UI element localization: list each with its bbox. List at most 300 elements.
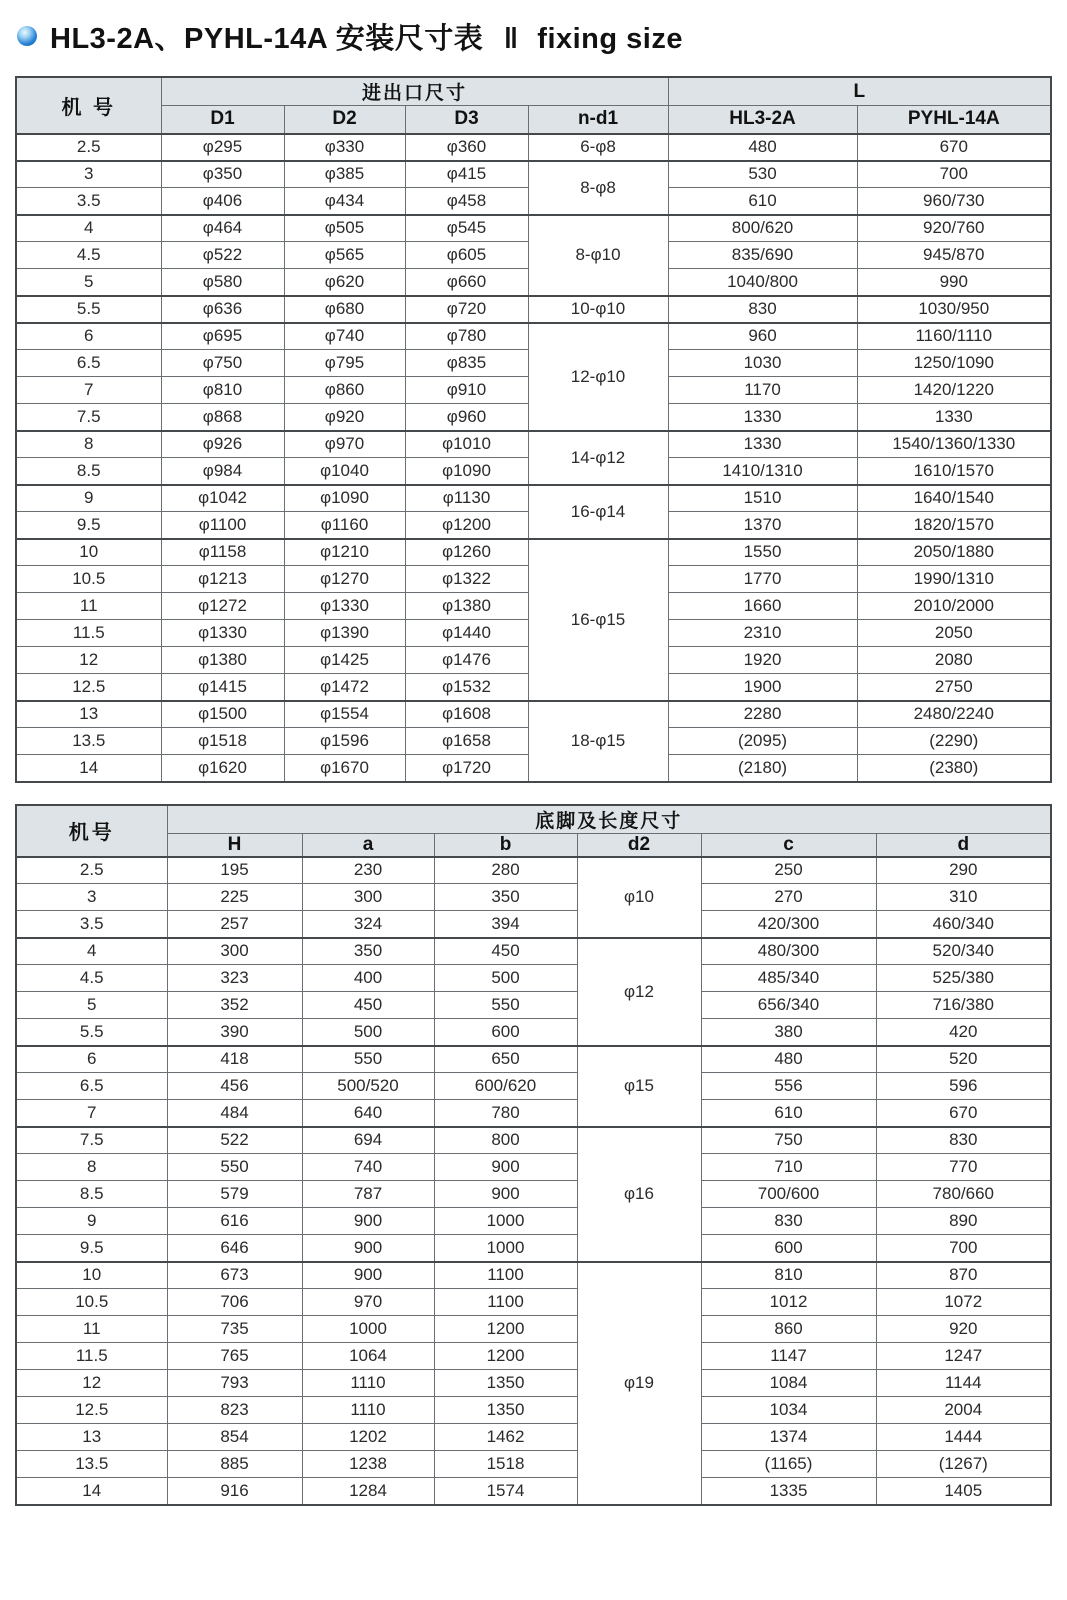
value-cell: φ295 [161, 134, 284, 161]
machine-no-cell: 4.5 [16, 242, 161, 269]
machine-no-cell: 9.5 [16, 512, 161, 539]
value-cell: φ406 [161, 188, 284, 215]
value-cell: 1420/1220 [857, 377, 1051, 404]
value-cell: 485/340 [701, 965, 876, 992]
value-cell: 1462 [434, 1424, 577, 1451]
machine-no-cell: 3 [16, 884, 167, 911]
value-cell: φ1596 [284, 728, 405, 755]
value-cell: 830 [701, 1208, 876, 1235]
value-cell: φ1415 [161, 674, 284, 701]
value-cell: 1147 [701, 1343, 876, 1370]
value-cell: 765 [167, 1343, 302, 1370]
machine-no-cell: 12.5 [16, 1397, 167, 1424]
value-cell: 1660 [668, 593, 857, 620]
value-cell: 1200 [434, 1316, 577, 1343]
value-cell: 735 [167, 1316, 302, 1343]
value-cell: φ720 [405, 296, 528, 323]
value-cell: 400 [302, 965, 434, 992]
value-cell: 960 [668, 323, 857, 350]
value-cell: φ1322 [405, 566, 528, 593]
value-cell: 800/620 [668, 215, 857, 242]
value-cell: φ695 [161, 323, 284, 350]
value-cell: φ1158 [161, 539, 284, 566]
machine-no-cell: 14 [16, 755, 161, 782]
machine-no-cell: 11.5 [16, 1343, 167, 1370]
value-cell: 1030/950 [857, 296, 1051, 323]
value-cell: 530 [668, 161, 857, 188]
value-cell: 2050 [857, 620, 1051, 647]
value-cell: (2290) [857, 728, 1051, 755]
value-cell: 1072 [876, 1289, 1051, 1316]
value-cell: φ580 [161, 269, 284, 296]
value-cell: 2750 [857, 674, 1051, 701]
value-cell: φ1040 [284, 458, 405, 485]
value-cell: 916 [167, 1478, 302, 1505]
value-cell: 1444 [876, 1424, 1051, 1451]
value-cell: φ385 [284, 161, 405, 188]
machine-no-cell: 10 [16, 539, 161, 566]
value-cell: φ1130 [405, 485, 528, 512]
value-cell: 670 [857, 134, 1051, 161]
machine-no-cell: 9.5 [16, 1235, 167, 1262]
value-cell: 830 [668, 296, 857, 323]
value-cell: 646 [167, 1235, 302, 1262]
value-cell: 1034 [701, 1397, 876, 1424]
value-cell: 1084 [701, 1370, 876, 1397]
value-cell: 900 [434, 1154, 577, 1181]
value-cell: 1000 [302, 1316, 434, 1343]
value-cell: 650 [434, 1046, 577, 1073]
value-cell: 787 [302, 1181, 434, 1208]
value-cell: 694 [302, 1127, 434, 1154]
machine-no-cell: 12.5 [16, 674, 161, 701]
merged-diameter-cell: 12-φ10 [528, 323, 668, 431]
value-cell: (1267) [876, 1451, 1051, 1478]
value-cell: 1030 [668, 350, 857, 377]
value-cell: 1200 [434, 1343, 577, 1370]
value-cell: 1330 [668, 431, 857, 458]
value-cell: 890 [876, 1208, 1051, 1235]
value-cell: 1012 [701, 1289, 876, 1316]
value-cell: 195 [167, 857, 302, 884]
value-cell: 500 [434, 965, 577, 992]
value-cell: 350 [434, 884, 577, 911]
value-cell: φ1210 [284, 539, 405, 566]
value-cell: 920 [876, 1316, 1051, 1343]
value-cell: 1540/1360/1330 [857, 431, 1051, 458]
value-cell: 700 [876, 1235, 1051, 1262]
page-title [50, 16, 683, 57]
value-cell: 1405 [876, 1478, 1051, 1505]
value-cell: 1247 [876, 1343, 1051, 1370]
value-cell: φ920 [284, 404, 405, 431]
value-cell: 300 [167, 938, 302, 965]
col-header-d2: d2 [577, 833, 701, 857]
value-cell: 556 [701, 1073, 876, 1100]
value-cell: φ860 [284, 377, 405, 404]
merged-diameter-cell: 16-φ15 [528, 539, 668, 701]
value-cell: 1410/1310 [668, 458, 857, 485]
value-cell: 1610/1570 [857, 458, 1051, 485]
value-cell: 480 [668, 134, 857, 161]
value-cell: 390 [167, 1019, 302, 1046]
value-cell: φ458 [405, 188, 528, 215]
col-header-a: a [302, 833, 434, 857]
col-group-inlet-outlet: 进出口尺寸 [161, 77, 668, 106]
machine-no-cell: 2.5 [16, 857, 167, 884]
value-cell: 1770 [668, 566, 857, 593]
value-cell: 920/760 [857, 215, 1051, 242]
machine-no-cell: 9 [16, 485, 161, 512]
value-cell: 1335 [701, 1478, 876, 1505]
value-cell: 1900 [668, 674, 857, 701]
col-header-n-d1: n-d1 [528, 106, 668, 134]
value-cell: 480/300 [701, 938, 876, 965]
value-cell: φ1260 [405, 539, 528, 566]
value-cell: 780/660 [876, 1181, 1051, 1208]
value-cell: φ970 [284, 431, 405, 458]
value-cell: 420 [876, 1019, 1051, 1046]
value-cell: 460/340 [876, 911, 1051, 938]
machine-no-cell: 12 [16, 1370, 167, 1397]
machine-no-cell: 11 [16, 1316, 167, 1343]
machine-no-cell: 4.5 [16, 965, 167, 992]
value-cell: φ330 [284, 134, 405, 161]
value-cell: 900 [302, 1235, 434, 1262]
value-cell: φ960 [405, 404, 528, 431]
value-cell: 1820/1570 [857, 512, 1051, 539]
value-cell: 673 [167, 1262, 302, 1289]
value-cell: 960/730 [857, 188, 1051, 215]
value-cell: 1250/1090 [857, 350, 1051, 377]
value-cell: 1518 [434, 1451, 577, 1478]
value-cell: 1374 [701, 1424, 876, 1451]
value-cell: 900 [302, 1262, 434, 1289]
value-cell: 1510 [668, 485, 857, 512]
value-cell: φ1330 [161, 620, 284, 647]
value-cell: (1165) [701, 1451, 876, 1478]
value-cell: 596 [876, 1073, 1051, 1100]
value-cell: 323 [167, 965, 302, 992]
machine-no-cell: 5.5 [16, 296, 161, 323]
value-cell: 860 [701, 1316, 876, 1343]
value-cell: φ565 [284, 242, 405, 269]
value-cell: 2480/2240 [857, 701, 1051, 728]
value-cell: 525/380 [876, 965, 1051, 992]
value-cell: 500/520 [302, 1073, 434, 1100]
value-cell: φ545 [405, 215, 528, 242]
value-cell: φ984 [161, 458, 284, 485]
value-cell: 1640/1540 [857, 485, 1051, 512]
value-cell: 750 [701, 1127, 876, 1154]
value-cell: 780 [434, 1100, 577, 1127]
value-cell: φ1720 [405, 755, 528, 782]
value-cell: 700/600 [701, 1181, 876, 1208]
value-cell: φ1010 [405, 431, 528, 458]
blue-bullet-icon [17, 26, 37, 46]
machine-no-cell: 5.5 [16, 1019, 167, 1046]
value-cell: φ1472 [284, 674, 405, 701]
machine-no-cell: 10 [16, 1262, 167, 1289]
value-cell: 885 [167, 1451, 302, 1478]
value-cell: φ1390 [284, 620, 405, 647]
value-cell: 550 [167, 1154, 302, 1181]
value-cell: φ636 [161, 296, 284, 323]
machine-no-cell: 6.5 [16, 1073, 167, 1100]
value-cell: φ1042 [161, 485, 284, 512]
value-cell: 2010/2000 [857, 593, 1051, 620]
value-cell: 550 [434, 992, 577, 1019]
title-divider: ‖ [503, 22, 519, 55]
value-cell: φ926 [161, 431, 284, 458]
value-cell: φ1200 [405, 512, 528, 539]
col-header-D3: D3 [405, 106, 528, 134]
value-cell: φ780 [405, 323, 528, 350]
value-cell: 616 [167, 1208, 302, 1235]
merged-diameter-cell: 6-φ8 [528, 134, 668, 161]
value-cell: 2004 [876, 1397, 1051, 1424]
machine-no-cell: 8 [16, 1154, 167, 1181]
col-header-c: c [701, 833, 876, 857]
machine-no-cell: 8.5 [16, 458, 161, 485]
value-cell: 550 [302, 1046, 434, 1073]
value-cell: φ1670 [284, 755, 405, 782]
merged-diameter-cell: φ15 [577, 1046, 701, 1127]
value-cell: 1990/1310 [857, 566, 1051, 593]
machine-no-cell: 4 [16, 938, 167, 965]
value-cell: 480 [701, 1046, 876, 1073]
value-cell: 394 [434, 911, 577, 938]
value-cell: 1000 [434, 1235, 577, 1262]
value-cell: 230 [302, 857, 434, 884]
machine-no-cell: 13 [16, 701, 161, 728]
value-cell: 610 [701, 1100, 876, 1127]
value-cell: 257 [167, 911, 302, 938]
value-cell: 1330 [857, 404, 1051, 431]
merged-diameter-cell: φ19 [577, 1262, 701, 1505]
value-cell: 1920 [668, 647, 857, 674]
machine-no-cell: 13 [16, 1424, 167, 1451]
merged-diameter-cell: 10-φ10 [528, 296, 668, 323]
value-cell: φ1476 [405, 647, 528, 674]
value-cell: φ1440 [405, 620, 528, 647]
machine-no-cell: 7 [16, 1100, 167, 1127]
value-cell: 225 [167, 884, 302, 911]
value-cell: 420/300 [701, 911, 876, 938]
machine-no-cell: 12 [16, 647, 161, 674]
value-cell: 710 [701, 1154, 876, 1181]
value-cell: 290 [876, 857, 1051, 884]
col-header-D2: D2 [284, 106, 405, 134]
value-cell: 520/340 [876, 938, 1051, 965]
value-cell: 600 [701, 1235, 876, 1262]
value-cell: φ1090 [405, 458, 528, 485]
machine-no-cell: 11 [16, 593, 161, 620]
col-header-machine-no: 机 号 [16, 77, 161, 134]
value-cell: 900 [434, 1181, 577, 1208]
value-cell: 900 [302, 1208, 434, 1235]
value-cell: 945/870 [857, 242, 1051, 269]
table-gap [15, 783, 1050, 804]
machine-no-cell: 6 [16, 1046, 167, 1073]
value-cell: 484 [167, 1100, 302, 1127]
machine-no-cell: 6.5 [16, 350, 161, 377]
value-cell: 1110 [302, 1370, 434, 1397]
value-cell: φ464 [161, 215, 284, 242]
value-cell: 1350 [434, 1397, 577, 1424]
value-cell: 2310 [668, 620, 857, 647]
value-cell: 380 [701, 1019, 876, 1046]
inlet-outlet-dimensions-table [15, 76, 1052, 783]
value-cell: φ360 [405, 134, 528, 161]
value-cell: 456 [167, 1073, 302, 1100]
value-cell: 1202 [302, 1424, 434, 1451]
value-cell: 1040/800 [668, 269, 857, 296]
machine-no-cell: 7.5 [16, 1127, 167, 1154]
value-cell: φ750 [161, 350, 284, 377]
machine-no-cell: 2.5 [16, 134, 161, 161]
title-models: HL3-2A、PYHL-14A [50, 22, 328, 55]
value-cell: (2180) [668, 755, 857, 782]
value-cell: 1350 [434, 1370, 577, 1397]
machine-no-cell: 10.5 [16, 1289, 167, 1316]
value-cell: 854 [167, 1424, 302, 1451]
value-cell: 770 [876, 1154, 1051, 1181]
value-cell: 450 [434, 938, 577, 965]
value-cell: 310 [876, 884, 1051, 911]
value-cell: 300 [302, 884, 434, 911]
value-cell: φ605 [405, 242, 528, 269]
col-header-machine-no: 机号 [16, 805, 167, 857]
value-cell: φ1554 [284, 701, 405, 728]
value-cell: (2095) [668, 728, 857, 755]
value-cell: (2380) [857, 755, 1051, 782]
value-cell: 1064 [302, 1343, 434, 1370]
value-cell: 600 [434, 1019, 577, 1046]
value-cell: 520 [876, 1046, 1051, 1073]
value-cell: 1110 [302, 1397, 434, 1424]
value-cell: φ1100 [161, 512, 284, 539]
value-cell: φ740 [284, 323, 405, 350]
merged-diameter-cell: φ10 [577, 857, 701, 938]
value-cell: φ434 [284, 188, 405, 215]
machine-no-cell: 8 [16, 431, 161, 458]
col-header-d: d [876, 833, 1051, 857]
machine-no-cell: 3.5 [16, 911, 167, 938]
value-cell: φ1518 [161, 728, 284, 755]
col-header-D1: D1 [161, 106, 284, 134]
foot-length-dimensions-table [15, 804, 1052, 1506]
value-cell: φ910 [405, 377, 528, 404]
value-cell: φ1090 [284, 485, 405, 512]
merged-diameter-cell: 8-φ8 [528, 161, 668, 215]
value-cell: 1330 [668, 404, 857, 431]
machine-no-cell: 11.5 [16, 620, 161, 647]
value-cell: 1574 [434, 1478, 577, 1505]
machine-no-cell: 3.5 [16, 188, 161, 215]
machine-no-cell: 7.5 [16, 404, 161, 431]
value-cell: 1144 [876, 1370, 1051, 1397]
value-cell: φ415 [405, 161, 528, 188]
value-cell: 500 [302, 1019, 434, 1046]
value-cell: 324 [302, 911, 434, 938]
value-cell: 1100 [434, 1262, 577, 1289]
value-cell: φ680 [284, 296, 405, 323]
col-group-L: L [668, 77, 1051, 106]
value-cell: 1100 [434, 1289, 577, 1316]
page-header [17, 16, 1050, 56]
value-cell: φ505 [284, 215, 405, 242]
value-cell: 716/380 [876, 992, 1051, 1019]
value-cell: φ1213 [161, 566, 284, 593]
col-header-PYHL-14A: PYHL-14A [857, 106, 1051, 134]
value-cell: φ1330 [284, 593, 405, 620]
value-cell: φ1380 [405, 593, 528, 620]
value-cell: 352 [167, 992, 302, 1019]
value-cell: 990 [857, 269, 1051, 296]
machine-no-cell: 5 [16, 992, 167, 1019]
title-suffix-zh: 安装尺寸表 [335, 22, 484, 55]
value-cell: 830 [876, 1127, 1051, 1154]
value-cell: 1170 [668, 377, 857, 404]
merged-diameter-cell: φ12 [577, 938, 701, 1046]
value-cell: φ1380 [161, 647, 284, 674]
value-cell: 1238 [302, 1451, 434, 1478]
value-cell: φ835 [405, 350, 528, 377]
value-cell: φ810 [161, 377, 284, 404]
value-cell: φ1658 [405, 728, 528, 755]
value-cell: φ868 [161, 404, 284, 431]
value-cell: φ1425 [284, 647, 405, 674]
value-cell: 1550 [668, 539, 857, 566]
value-cell: φ1620 [161, 755, 284, 782]
machine-no-cell: 3 [16, 161, 161, 188]
machine-no-cell: 14 [16, 1478, 167, 1505]
machine-no-cell: 6 [16, 323, 161, 350]
machine-no-cell: 5 [16, 269, 161, 296]
machine-no-cell: 7 [16, 377, 161, 404]
value-cell: 2050/1880 [857, 539, 1051, 566]
value-cell: 450 [302, 992, 434, 1019]
value-cell: 810 [701, 1262, 876, 1289]
merged-diameter-cell: φ16 [577, 1127, 701, 1262]
col-header-HL3-2A: HL3-2A [668, 106, 857, 134]
value-cell: 579 [167, 1181, 302, 1208]
value-cell: 706 [167, 1289, 302, 1316]
value-cell: 700 [857, 161, 1051, 188]
machine-no-cell: 4 [16, 215, 161, 242]
value-cell: 270 [701, 884, 876, 911]
value-cell: 835/690 [668, 242, 857, 269]
col-header-H: H [167, 833, 302, 857]
machine-no-cell: 13.5 [16, 1451, 167, 1478]
value-cell: φ795 [284, 350, 405, 377]
value-cell: φ1532 [405, 674, 528, 701]
value-cell: 823 [167, 1397, 302, 1424]
value-cell: 600/620 [434, 1073, 577, 1100]
machine-no-cell: 8.5 [16, 1181, 167, 1208]
title-en: fixing size [537, 22, 683, 55]
value-cell: 418 [167, 1046, 302, 1073]
col-group-foot-length: 底脚及长度尺寸 [167, 805, 1051, 834]
value-cell: φ1270 [284, 566, 405, 593]
value-cell: 2080 [857, 647, 1051, 674]
value-cell: φ620 [284, 269, 405, 296]
value-cell: 793 [167, 1370, 302, 1397]
merged-diameter-cell: 8-φ10 [528, 215, 668, 296]
value-cell: 350 [302, 938, 434, 965]
value-cell: 522 [167, 1127, 302, 1154]
